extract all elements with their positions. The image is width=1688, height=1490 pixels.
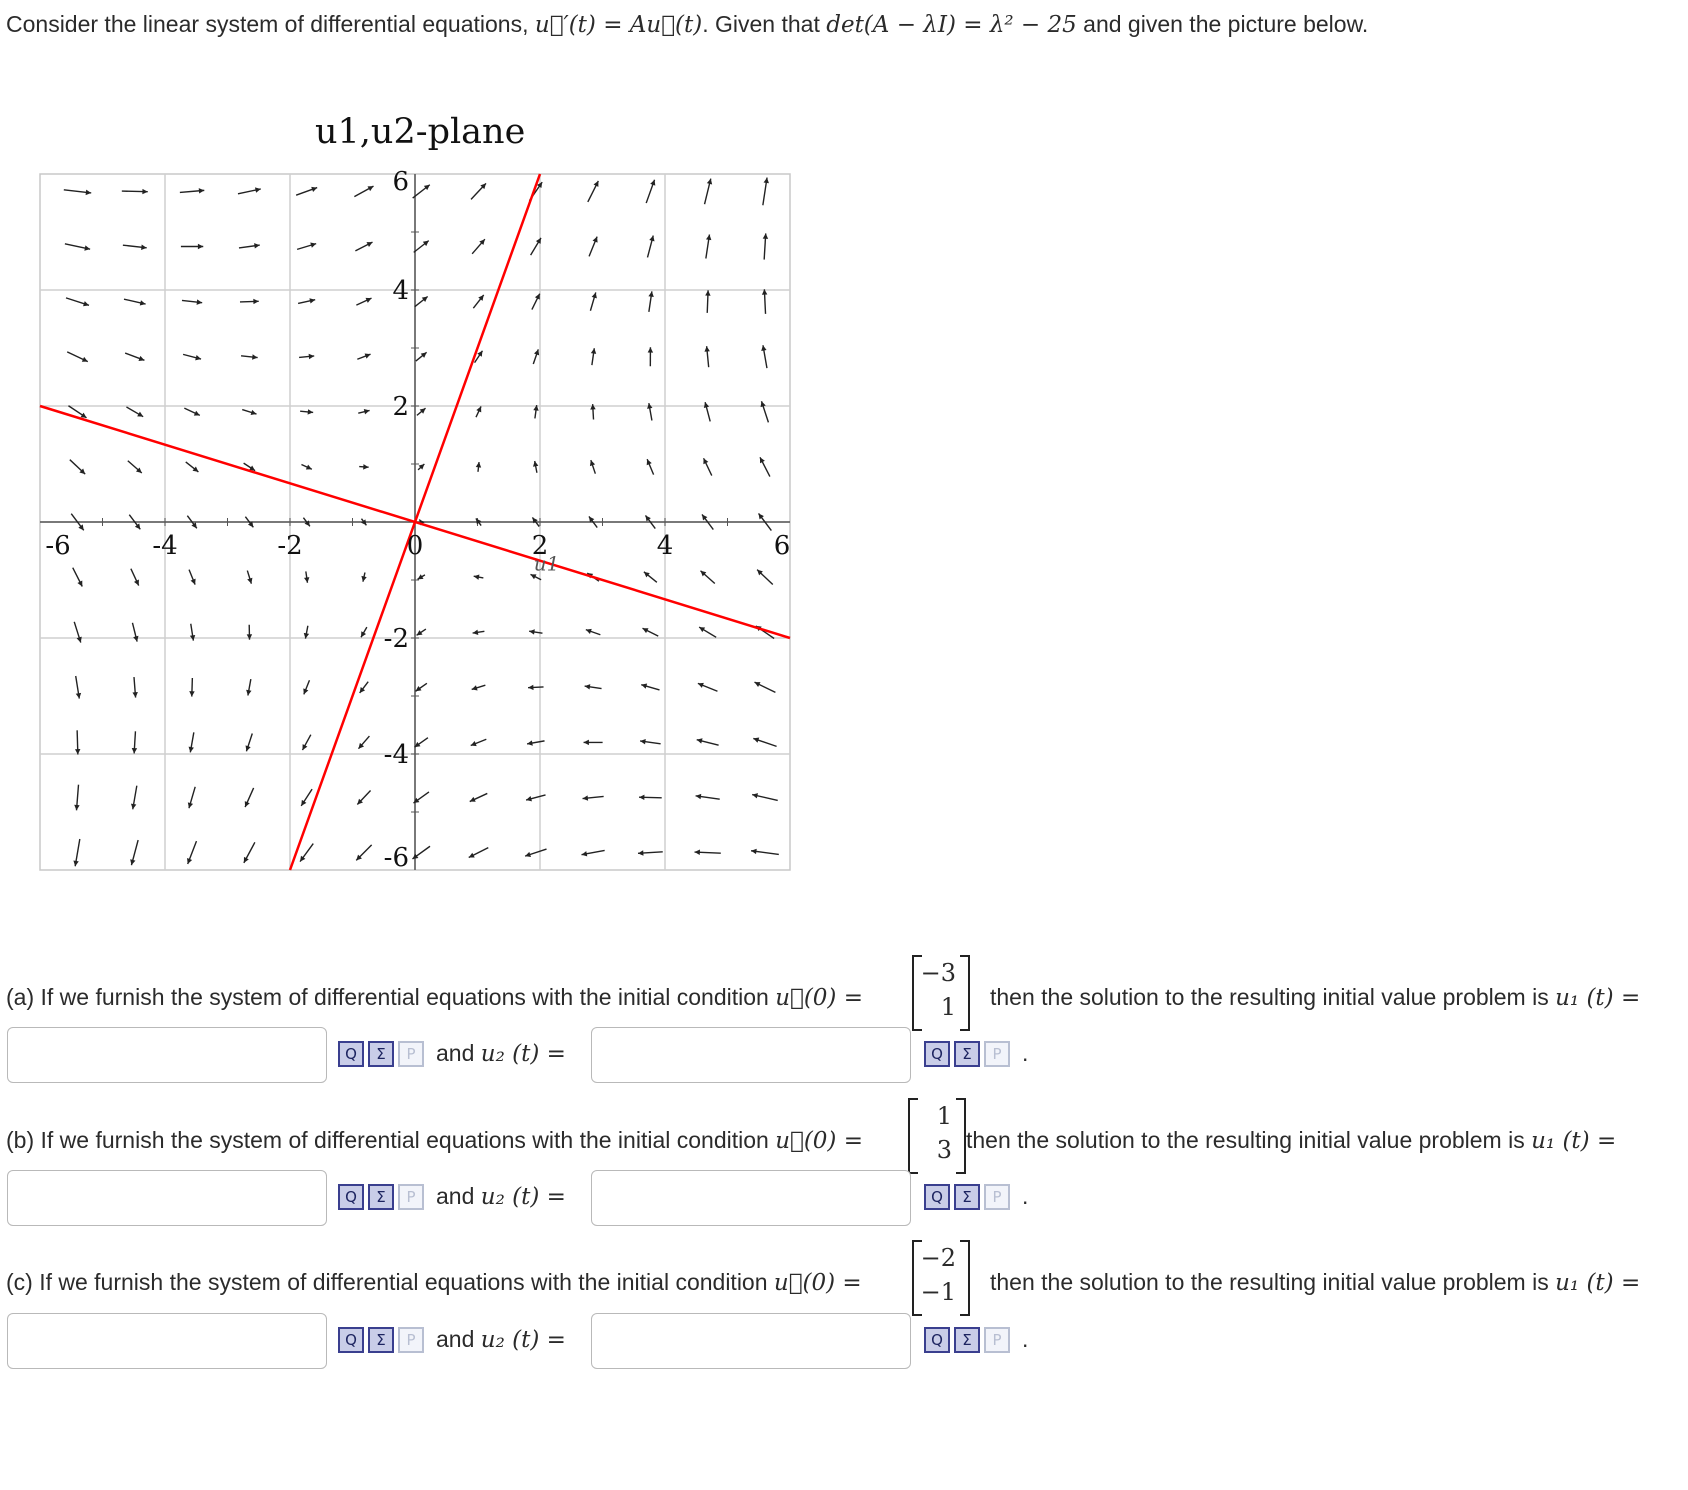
system-equation: u⃗′(t) = Au⃗(t)	[534, 12, 703, 38]
preview-glyph: Q	[345, 1188, 357, 1206]
p-glyph: P	[992, 1331, 1002, 1349]
preview-glyph: Q	[931, 1188, 943, 1206]
u1-answer-input[interactable]	[7, 1027, 327, 1083]
u1-answer-input[interactable]	[7, 1313, 327, 1369]
part-lead-text: (c) If we furnish the system of differential equations with the initial condition	[6, 1269, 774, 1295]
initial-condition-vector	[910, 955, 972, 1029]
y-tick-label: -4	[383, 740, 409, 770]
and-u2-label	[436, 1039, 566, 1068]
x-tick-label: 4	[656, 531, 674, 561]
preview-glyph: Q	[931, 1331, 943, 1349]
ic-first-entry: −2	[920, 1244, 956, 1272]
initial-condition-label: u⃗(0) =	[775, 1128, 863, 1154]
u1-answer-input[interactable]	[7, 1170, 327, 1226]
y-tick-label: 2	[392, 392, 409, 422]
y-tick-label: -6	[383, 843, 409, 873]
and-text: and	[436, 1040, 481, 1066]
ic-second-entry: 1	[940, 993, 956, 1021]
field-arrowhead	[704, 346, 709, 352]
p-glyph: P	[406, 1188, 416, 1206]
field-arrowhead	[309, 298, 315, 303]
p-icon[interactable]	[398, 1184, 424, 1210]
x-tick-label: -4	[152, 531, 178, 561]
then-text: then the solution to the resulting initial value problem is	[990, 984, 1556, 1010]
ic-second-entry: 3	[936, 1136, 952, 1164]
x-tick-label: 6	[773, 531, 791, 561]
preview-icon[interactable]	[338, 1184, 364, 1210]
trailing-period: .	[1022, 1040, 1029, 1066]
field-arrowhead	[412, 854, 418, 859]
characteristic-polynomial: det(A − λI) = λ² − 25	[826, 12, 1077, 38]
preview-icon[interactable]	[924, 1041, 950, 1067]
p-icon[interactable]	[984, 1327, 1010, 1353]
field-arrowhead	[253, 299, 258, 304]
preview-icon[interactable]	[924, 1327, 950, 1353]
field-arrowhead	[590, 404, 595, 409]
right-bracket	[960, 955, 970, 1031]
initial-condition-vector	[906, 1098, 968, 1172]
u2-answer-input[interactable]	[591, 1027, 911, 1083]
field-arrowhead	[527, 740, 533, 745]
plot-title: u1,u2-plane	[315, 112, 526, 152]
x-tick-label: 0	[406, 531, 424, 561]
field-arrowhead	[705, 290, 710, 295]
field-arrowhead	[753, 738, 759, 743]
field-arrowhead	[309, 354, 315, 359]
field-arrowhead	[695, 850, 700, 855]
field-arrowhead	[73, 860, 78, 866]
field-arrowhead	[132, 692, 137, 698]
u2-answer-tools	[924, 1184, 1010, 1210]
then-text: then the solution to the resulting initial value problem is	[990, 1269, 1556, 1295]
field-arrowhead	[132, 748, 137, 753]
part-a-question	[6, 983, 863, 1012]
ic-first-entry: 1	[936, 1102, 952, 1130]
initial-condition-label: u⃗(0) =	[775, 985, 863, 1011]
p-icon[interactable]	[398, 1327, 424, 1353]
y-tick-label: 4	[392, 276, 409, 306]
field-arrowhead	[763, 233, 768, 238]
u2-label: u₂ (t) =	[480, 1327, 566, 1353]
and-text: and	[436, 1326, 481, 1352]
u2-answer-tools	[924, 1041, 1010, 1067]
u2-answer-input[interactable]	[591, 1170, 911, 1226]
field-arrowhead	[142, 189, 147, 194]
field-arrowhead	[131, 804, 136, 810]
phase-plane-plot	[0, 150, 800, 890]
equation-editor-icon[interactable]	[368, 1041, 394, 1067]
field-arrowhead	[697, 738, 703, 743]
equation-editor-glyph: Σ	[376, 1045, 386, 1063]
field-arrowhead	[528, 685, 533, 690]
trailing-period: .	[1022, 1183, 1029, 1209]
field-arrowhead	[639, 795, 644, 800]
p-glyph: P	[992, 1045, 1002, 1063]
problem-statement: Consider the linear system of differential equations, u⃗′(t) = Au⃗(t). Given that det(A − λI) = λ² − 25 and given the picture below.	[6, 11, 1369, 38]
part-b-then-text	[966, 1126, 1616, 1155]
field-arrowhead	[648, 347, 653, 352]
field-arrowhead	[255, 187, 261, 192]
field-arrowhead	[584, 740, 589, 745]
field-arrowhead	[707, 179, 712, 185]
equation-editor-icon[interactable]	[954, 1041, 980, 1067]
field-arrowhead	[195, 355, 201, 360]
field-arrowhead	[416, 686, 422, 691]
preview-glyph: Q	[931, 1045, 943, 1063]
ic-second-entry: −1	[920, 1278, 956, 1306]
preview-glyph: Q	[345, 1045, 357, 1063]
u1-answer-tools	[338, 1327, 424, 1353]
field-arrowhead	[533, 461, 538, 467]
part-c-question	[6, 1268, 862, 1297]
preview-icon[interactable]	[338, 1041, 364, 1067]
equation-editor-icon[interactable]	[368, 1327, 394, 1353]
x-tick-label: -2	[277, 531, 303, 561]
then-text: then the solution to the resulting initial value problem is	[966, 1127, 1532, 1153]
field-arrowhead	[246, 690, 251, 696]
part-b-question	[6, 1126, 863, 1155]
part-lead-text: (b) If we furnish the system of differential equations with the initial condition	[6, 1127, 776, 1153]
field-arrowhead	[364, 409, 370, 414]
p-icon[interactable]	[984, 1184, 1010, 1210]
field-arrowhead	[590, 460, 595, 466]
equation-editor-glyph: Σ	[962, 1331, 972, 1349]
u2-label: u₂ (t) =	[480, 1184, 566, 1210]
y-tick-label: -2	[383, 624, 409, 654]
field-arrowhead	[247, 634, 252, 639]
u2-label: u₂ (t) =	[480, 1041, 566, 1067]
preview-icon[interactable]	[924, 1184, 950, 1210]
part-c-then-text	[990, 1268, 1640, 1297]
initial-condition-label: u⃗(0) =	[773, 1270, 862, 1296]
right-bracket	[956, 1098, 966, 1174]
u1-axis-label: u1	[533, 551, 560, 576]
equation-editor-glyph: Σ	[962, 1188, 972, 1206]
p-icon[interactable]	[984, 1041, 1010, 1067]
field-arrowhead	[198, 244, 203, 249]
p-icon[interactable]	[398, 1041, 424, 1067]
field-arrowhead	[140, 300, 146, 305]
field-arrowhead	[761, 345, 766, 351]
right-bracket	[960, 1240, 970, 1316]
field-arrowhead	[582, 851, 588, 856]
initial-condition-vector	[910, 1240, 972, 1314]
u1-label: u₁ (t) =	[1531, 1128, 1617, 1154]
equation-editor-icon[interactable]	[368, 1184, 394, 1210]
field-arrowhead	[752, 793, 758, 798]
preview-glyph: Q	[345, 1331, 357, 1349]
and-u2-label	[436, 1325, 566, 1354]
p-glyph: P	[992, 1188, 1002, 1206]
u1-answer-tools	[338, 1184, 424, 1210]
and-u2-label	[436, 1182, 566, 1211]
field-arrowhead	[308, 409, 314, 414]
field-arrowhead	[74, 805, 79, 811]
u2-answer-input[interactable]	[591, 1313, 911, 1369]
field-arrowhead	[363, 464, 369, 469]
u2-answer-tools	[924, 1327, 1010, 1353]
field-arrowhead	[534, 349, 539, 355]
field-arrowhead	[474, 574, 480, 579]
x-tick-label: 2	[531, 531, 549, 561]
field-arrowhead	[189, 691, 194, 696]
trailing-period: .	[1022, 1326, 1029, 1352]
u1-answer-tools	[338, 1041, 424, 1067]
equation-editor-glyph: Σ	[376, 1331, 386, 1349]
u1-label: u₁ (t) =	[1555, 1270, 1641, 1296]
field-arrowhead	[84, 245, 90, 250]
equation-editor-glyph: Σ	[376, 1188, 386, 1206]
part-lead-text: (a) If we furnish the system of differential equations with the initial condition	[6, 984, 776, 1010]
equation-editor-icon[interactable]	[954, 1327, 980, 1353]
field-arrowhead	[189, 747, 194, 753]
and-text: and	[436, 1183, 481, 1209]
preview-icon[interactable]	[338, 1327, 364, 1353]
p-glyph: P	[406, 1045, 416, 1063]
x-tick-label: -6	[45, 531, 71, 561]
field-arrowhead	[361, 576, 366, 582]
field-arrowhead	[199, 188, 205, 193]
p-glyph: P	[406, 1331, 416, 1349]
equation-editor-glyph: Σ	[962, 1045, 972, 1063]
equation-editor-icon[interactable]	[954, 1184, 980, 1210]
ic-first-entry: −3	[920, 959, 956, 987]
field-arrowhead	[638, 850, 643, 855]
y-tick-label: 6	[392, 167, 409, 197]
u1-label: u₁ (t) =	[1555, 985, 1641, 1011]
part-a-then-text	[990, 983, 1640, 1012]
